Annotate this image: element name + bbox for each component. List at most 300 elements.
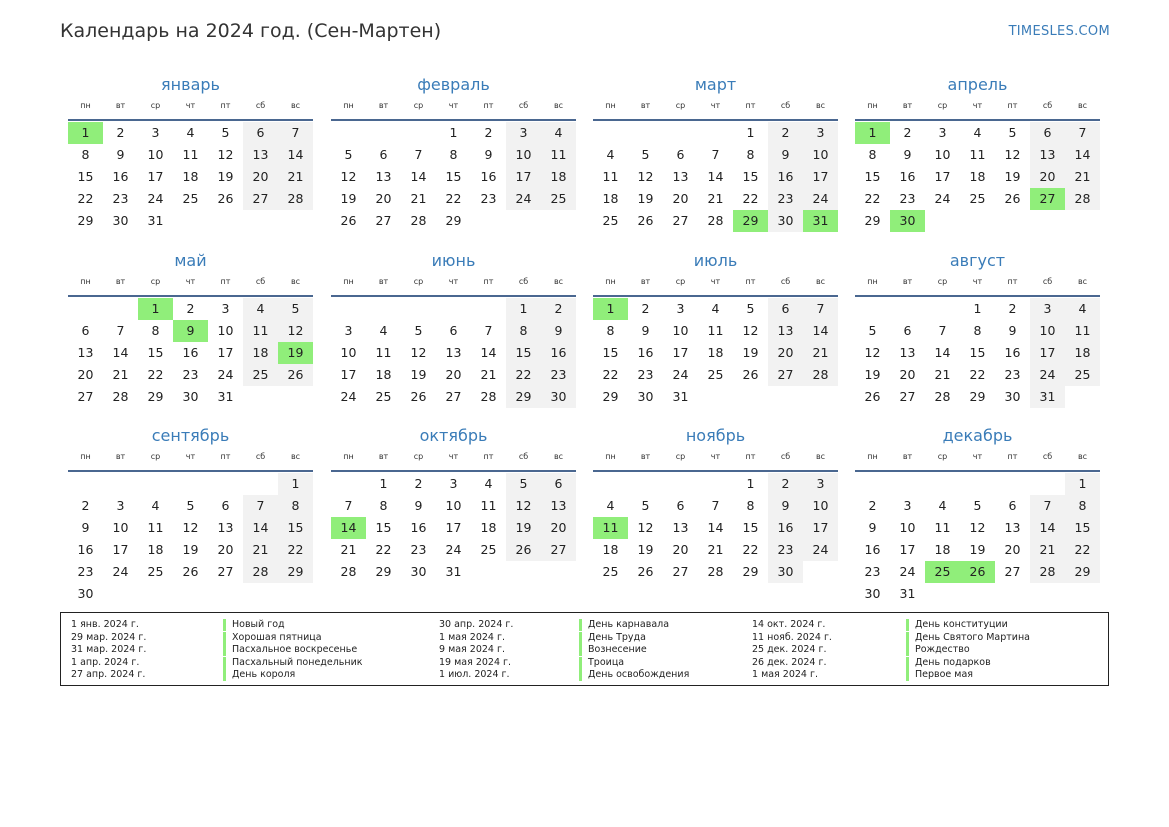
day-cell: 14: [410, 169, 427, 184]
day-cell: 22: [602, 367, 619, 382]
day-cell: 3: [221, 301, 230, 316]
weekday-label: ср: [675, 452, 686, 461]
day-cell: 6: [903, 323, 912, 338]
day-cell: 23: [768, 539, 803, 561]
day-cell: 19: [506, 517, 541, 539]
weekday-label: ср: [675, 101, 686, 110]
day-cell: 27: [445, 389, 462, 404]
day-cell: 8: [379, 498, 388, 513]
days-grid: [331, 298, 576, 408]
weekday-label: чт: [972, 101, 983, 110]
day-cell: 23: [864, 564, 881, 579]
day-cell: 6: [221, 498, 230, 513]
day-cell: 18: [602, 542, 619, 557]
weekday-label: пт: [1007, 277, 1018, 286]
weekday-label: пт: [483, 277, 494, 286]
legend-holiday-name: Троица: [579, 657, 624, 669]
day-cell: 12: [506, 495, 541, 517]
weekday-label: вс: [290, 277, 301, 286]
day-cell: 13: [1004, 520, 1021, 535]
day-cell: 17: [1030, 342, 1065, 364]
day-cell: 25: [602, 213, 619, 228]
day-cell: 30: [768, 210, 803, 232]
day-cell: 22: [1065, 539, 1100, 561]
day-cell: 23: [112, 191, 129, 206]
day-cell: 13: [77, 345, 94, 360]
legend-holiday-name: День подарков: [906, 657, 991, 669]
day-cell: 3: [506, 122, 541, 144]
day-cell: 9: [768, 495, 803, 517]
day-cell: 22: [742, 191, 759, 206]
holiday-day-cell: 29: [733, 210, 768, 232]
day-cell: 2: [414, 476, 423, 491]
day-cell: 20: [672, 542, 689, 557]
empty-cell: [208, 473, 243, 495]
legend-date: 1 мая 2024 г.: [439, 631, 505, 643]
legend-date: 31 мар. 2024 г.: [71, 644, 147, 655]
day-cell: 27: [672, 213, 689, 228]
weekday-label: вт: [640, 101, 651, 110]
weekday-label: вт: [902, 452, 913, 461]
day-cell: 14: [1030, 517, 1065, 539]
weekday-label: вт: [640, 277, 651, 286]
weekday-header: [855, 452, 1100, 472]
day-cell: 29: [864, 213, 881, 228]
day-cell: 6: [1030, 122, 1065, 144]
day-cell: 12: [969, 520, 986, 535]
day-cell: 31: [899, 586, 916, 601]
day-cell: 25: [541, 188, 576, 210]
legend-date: 29 мар. 2024 г.: [71, 631, 147, 643]
day-cell: 13: [217, 520, 234, 535]
day-cell: 10: [1030, 320, 1065, 342]
month-name: август: [949, 251, 1006, 270]
day-cell: 16: [112, 169, 129, 184]
day-cell: 26: [410, 389, 427, 404]
day-cell: 13: [672, 169, 689, 184]
day-cell: 27: [541, 539, 576, 561]
month-4: [855, 73, 1100, 232]
day-cell: 10: [217, 323, 234, 338]
day-cell: 29: [77, 213, 94, 228]
day-cell: 19: [1004, 169, 1021, 184]
day-cell: 9: [541, 320, 576, 342]
day-cell: 27: [77, 389, 94, 404]
day-cell: 17: [445, 520, 462, 535]
weekday-label: сб: [518, 452, 529, 461]
day-cell: 22: [77, 191, 94, 206]
day-cell: 6: [676, 498, 685, 513]
holiday-day-cell: 11: [593, 517, 628, 539]
day-cell: 18: [541, 166, 576, 188]
day-cell: 30: [77, 586, 94, 601]
day-cell: 9: [768, 144, 803, 166]
day-cell: 25: [147, 564, 164, 579]
day-cell: 6: [379, 147, 388, 162]
legend-holiday-name: Пасхальный понедельник: [223, 657, 363, 669]
day-cell: 16: [899, 169, 916, 184]
weekday-label: вт: [378, 277, 389, 286]
day-cell: 31: [445, 564, 462, 579]
holiday-legend: [60, 612, 1109, 686]
day-cell: 28: [278, 188, 313, 210]
day-cell: 5: [186, 498, 195, 513]
weekday-label: вс: [553, 101, 564, 110]
month-2: [331, 73, 576, 232]
day-cell: 24: [340, 389, 357, 404]
day-cell: 3: [803, 122, 838, 144]
day-cell: 4: [484, 476, 493, 491]
weekday-label: вс: [815, 277, 826, 286]
empty-cell: [331, 122, 366, 144]
day-cell: 22: [969, 367, 986, 382]
days-grid: [593, 122, 838, 232]
legend-holiday-name: День освобождения: [579, 669, 689, 681]
weekday-label: чт: [710, 101, 721, 110]
day-cell: 28: [112, 389, 129, 404]
day-cell: 10: [506, 144, 541, 166]
month-name: октябрь: [419, 426, 488, 445]
day-cell: 3: [938, 125, 947, 140]
weekday-label: чт: [710, 277, 721, 286]
weekday-label: пт: [745, 452, 756, 461]
weekday-header: [593, 101, 838, 121]
legend-date: 1 апр. 2024 г.: [71, 656, 140, 668]
legend-date: 25 дек. 2024 г.: [752, 644, 827, 655]
day-cell: 2: [541, 298, 576, 320]
weekday-label: пт: [745, 277, 756, 286]
day-cell: 28: [1030, 561, 1065, 583]
weekday-label: вт: [902, 101, 913, 110]
day-cell: 7: [711, 498, 720, 513]
day-cell: 14: [803, 320, 838, 342]
day-cell: 23: [182, 367, 199, 382]
day-cell: 16: [77, 542, 94, 557]
month-12: [855, 424, 1100, 605]
weekday-label: пн: [867, 101, 878, 110]
day-cell: 13: [672, 520, 689, 535]
weekday-label: сб: [1042, 101, 1053, 110]
weekday-label: пн: [343, 277, 354, 286]
legend-holiday-name: День карнавала: [579, 619, 669, 631]
day-cell: 17: [217, 345, 234, 360]
weekday-label: сб: [255, 101, 266, 110]
day-cell: 5: [746, 301, 755, 316]
weekday-label: чт: [448, 452, 459, 461]
day-cell: 19: [182, 542, 199, 557]
legend-date: 14 окт. 2024 г.: [752, 619, 826, 630]
day-cell: 30: [768, 561, 803, 583]
day-cell: 26: [278, 364, 313, 386]
day-cell: 8: [746, 498, 755, 513]
weekday-label: пн: [867, 277, 878, 286]
days-grid: [593, 473, 838, 583]
day-cell: 3: [116, 498, 125, 513]
day-cell: 10: [899, 520, 916, 535]
legend-holiday-name: Рождество: [906, 644, 970, 656]
day-cell: 30: [637, 389, 654, 404]
day-cell: 27: [1004, 564, 1021, 579]
day-cell: 27: [672, 564, 689, 579]
month-7: [593, 249, 838, 408]
month-name: апрель: [947, 75, 1008, 94]
days-grid: [855, 122, 1100, 232]
day-cell: 29: [506, 386, 541, 408]
day-cell: 11: [602, 169, 619, 184]
day-cell: 6: [243, 122, 278, 144]
weekday-label: сб: [518, 101, 529, 110]
day-cell: 22: [506, 364, 541, 386]
day-cell: 18: [602, 191, 619, 206]
month-name: декабрь: [942, 426, 1013, 445]
day-cell: 2: [186, 301, 195, 316]
day-cell: 18: [147, 542, 164, 557]
weekday-label: пт: [483, 101, 494, 110]
day-cell: 2: [768, 473, 803, 495]
day-cell: 18: [182, 169, 199, 184]
day-cell: 14: [480, 345, 497, 360]
day-cell: 11: [1065, 320, 1100, 342]
empty-cell: [138, 473, 173, 495]
empty-cell: [960, 473, 995, 495]
day-cell: 14: [707, 169, 724, 184]
day-cell: 19: [410, 367, 427, 382]
weekday-label: пт: [483, 452, 494, 461]
site-link[interactable]: TIMESLES.COM: [1008, 24, 1110, 39]
empty-cell: [593, 122, 628, 144]
day-cell: 29: [278, 561, 313, 583]
month-10: [331, 424, 576, 583]
weekday-header: [855, 277, 1100, 297]
weekday-label: вс: [1077, 452, 1088, 461]
day-cell: 21: [480, 367, 497, 382]
day-cell: 28: [707, 564, 724, 579]
holiday-day-cell: 1: [593, 298, 628, 320]
day-cell: 1: [973, 301, 982, 316]
weekday-label: пт: [1007, 101, 1018, 110]
month-name: июнь: [431, 251, 476, 270]
day-cell: 10: [934, 147, 951, 162]
day-cell: 2: [116, 125, 125, 140]
weekday-label: пн: [343, 101, 354, 110]
month-6: [331, 249, 576, 408]
day-cell: 9: [484, 147, 493, 162]
weekday-label: вт: [902, 277, 913, 286]
day-cell: 9: [1008, 323, 1017, 338]
weekday-label: пн: [605, 101, 616, 110]
day-cell: 7: [243, 495, 278, 517]
days-grid: [855, 473, 1100, 605]
day-cell: 16: [480, 169, 497, 184]
day-cell: 3: [803, 473, 838, 495]
legend-date: 1 янв. 2024 г.: [71, 619, 139, 630]
days-grid: [593, 298, 838, 408]
day-cell: 6: [541, 473, 576, 495]
day-cell: 23: [768, 188, 803, 210]
day-cell: 26: [182, 564, 199, 579]
day-cell: 18: [243, 342, 278, 364]
holiday-day-cell: 25: [925, 561, 960, 583]
day-cell: 12: [217, 147, 234, 162]
day-cell: 11: [541, 144, 576, 166]
day-cell: 26: [864, 389, 881, 404]
day-cell: 17: [672, 345, 689, 360]
weekday-label: вт: [115, 101, 126, 110]
legend-holiday-name: Вознесение: [579, 644, 647, 656]
day-cell: 7: [938, 323, 947, 338]
day-cell: 22: [147, 367, 164, 382]
day-cell: 15: [375, 520, 392, 535]
day-cell: 15: [1065, 517, 1100, 539]
day-cell: 22: [278, 539, 313, 561]
day-cell: 5: [641, 147, 650, 162]
day-cell: 22: [445, 191, 462, 206]
day-cell: 5: [344, 147, 353, 162]
day-cell: 8: [746, 147, 755, 162]
day-cell: 21: [803, 342, 838, 364]
weekday-label: ср: [413, 101, 424, 110]
day-cell: 12: [182, 520, 199, 535]
day-cell: 2: [903, 125, 912, 140]
month-9: [68, 424, 313, 605]
empty-cell: [331, 298, 366, 320]
day-cell: 2: [768, 122, 803, 144]
day-cell: 10: [340, 345, 357, 360]
day-cell: 4: [606, 147, 615, 162]
day-cell: 26: [637, 213, 654, 228]
day-cell: 11: [707, 323, 724, 338]
day-cell: 11: [375, 345, 392, 360]
month-8: [855, 249, 1100, 408]
day-cell: 8: [868, 147, 877, 162]
day-cell: 15: [77, 169, 94, 184]
empty-cell: [243, 473, 278, 495]
holiday-day-cell: 31: [803, 210, 838, 232]
weekday-header: [331, 452, 576, 472]
legend-holiday-name: Пасхальное воскресенье: [223, 644, 357, 656]
day-cell: 21: [1065, 166, 1100, 188]
days-grid: [68, 122, 313, 232]
day-cell: 28: [803, 364, 838, 386]
day-cell: 29: [602, 389, 619, 404]
day-cell: 20: [375, 191, 392, 206]
weekday-label: чт: [185, 452, 196, 461]
day-cell: 12: [637, 169, 654, 184]
day-cell: 3: [1030, 298, 1065, 320]
day-cell: 1: [449, 125, 458, 140]
empty-cell: [663, 473, 698, 495]
holiday-day-cell: 9: [173, 320, 208, 342]
day-cell: 13: [243, 144, 278, 166]
weekday-label: ср: [937, 101, 948, 110]
day-cell: 3: [676, 301, 685, 316]
day-cell: 19: [742, 345, 759, 360]
day-cell: 8: [81, 147, 90, 162]
day-cell: 2: [81, 498, 90, 513]
day-cell: 25: [182, 191, 199, 206]
weekday-label: пт: [745, 101, 756, 110]
day-cell: 18: [1065, 342, 1100, 364]
day-cell: 31: [1030, 386, 1065, 408]
day-cell: 30: [864, 586, 881, 601]
legend-holiday-name: День Труда: [579, 632, 646, 644]
day-cell: 24: [899, 564, 916, 579]
legend-holiday-name: День конституции: [906, 619, 1008, 631]
weekday-label: сб: [518, 277, 529, 286]
day-cell: 7: [711, 147, 720, 162]
day-cell: 22: [375, 542, 392, 557]
day-cell: 17: [934, 169, 951, 184]
weekday-header: [331, 101, 576, 121]
weekday-label: сб: [255, 452, 266, 461]
weekday-label: вт: [378, 452, 389, 461]
day-cell: 10: [147, 147, 164, 162]
day-cell: 15: [742, 169, 759, 184]
day-cell: 4: [379, 323, 388, 338]
day-cell: 4: [541, 122, 576, 144]
empty-cell: [436, 298, 471, 320]
day-cell: 23: [77, 564, 94, 579]
weekday-label: вс: [815, 101, 826, 110]
day-cell: 4: [973, 125, 982, 140]
day-cell: 6: [676, 147, 685, 162]
day-cell: 14: [243, 517, 278, 539]
day-cell: 23: [410, 542, 427, 557]
day-cell: 15: [147, 345, 164, 360]
day-cell: 29: [742, 564, 759, 579]
day-cell: 24: [803, 539, 838, 561]
day-cell: 11: [934, 520, 951, 535]
weekday-label: ср: [675, 277, 686, 286]
weekday-label: ср: [413, 277, 424, 286]
weekday-label: вс: [553, 277, 564, 286]
day-cell: 7: [344, 498, 353, 513]
day-cell: 15: [278, 517, 313, 539]
day-cell: 14: [278, 144, 313, 166]
day-cell: 20: [672, 191, 689, 206]
day-cell: 20: [77, 367, 94, 382]
day-cell: 15: [445, 169, 462, 184]
weekday-label: сб: [780, 452, 791, 461]
day-cell: 17: [340, 367, 357, 382]
month-11: [593, 424, 838, 583]
day-cell: 9: [903, 147, 912, 162]
day-cell: 10: [112, 520, 129, 535]
day-cell: 6: [768, 298, 803, 320]
weekday-label: пн: [80, 101, 91, 110]
day-cell: 4: [938, 498, 947, 513]
day-cell: 30: [541, 386, 576, 408]
day-cell: 17: [803, 517, 838, 539]
empty-cell: [366, 298, 401, 320]
days-grid: [68, 298, 313, 408]
day-cell: 3: [344, 323, 353, 338]
day-cell: 6: [81, 323, 90, 338]
weekday-label: пт: [220, 101, 231, 110]
holiday-day-cell: 1: [855, 122, 890, 144]
day-cell: 21: [934, 367, 951, 382]
day-cell: 21: [410, 191, 427, 206]
day-cell: 18: [934, 542, 951, 557]
day-cell: 25: [707, 367, 724, 382]
legend-date: 30 апр. 2024 г.: [439, 619, 514, 630]
day-cell: 24: [934, 191, 951, 206]
day-cell: 10: [803, 495, 838, 517]
day-cell: 25: [602, 564, 619, 579]
day-cell: 15: [506, 342, 541, 364]
day-cell: 18: [480, 520, 497, 535]
holiday-day-cell: 19: [278, 342, 313, 364]
